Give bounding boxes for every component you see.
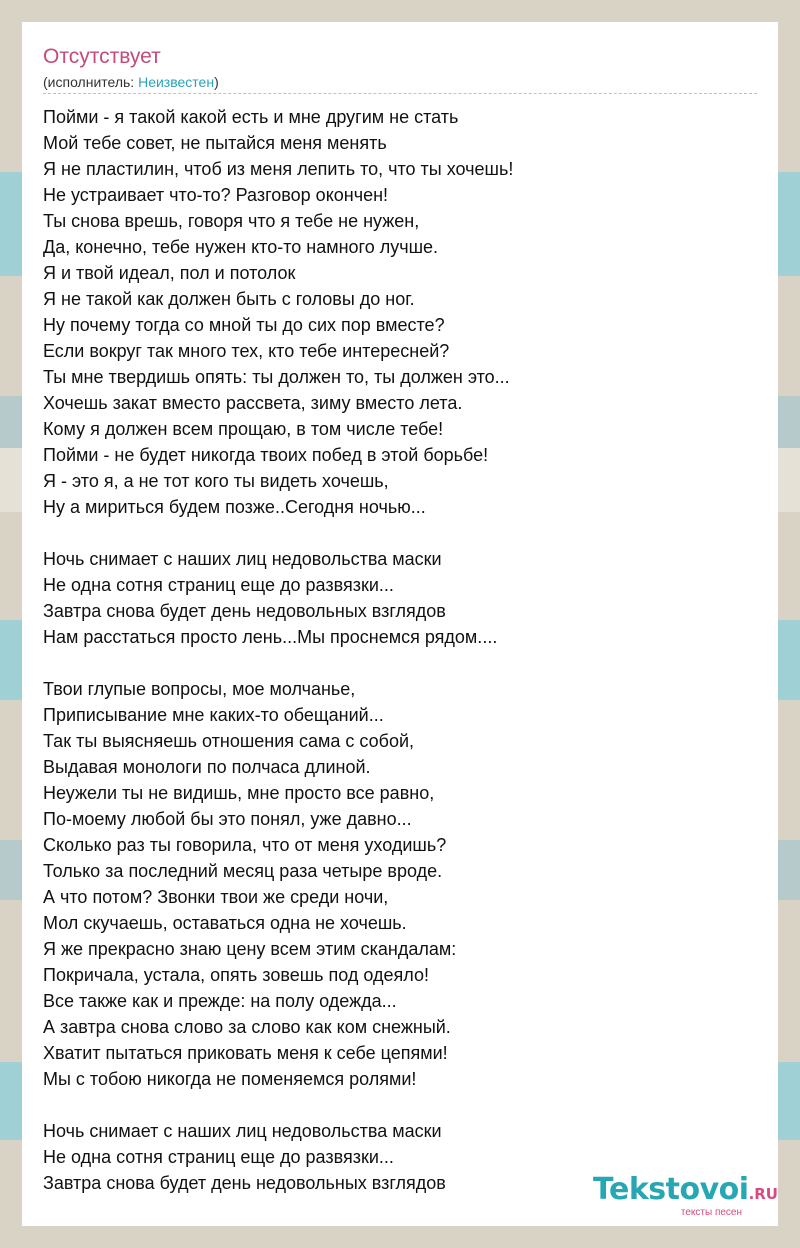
- lyric-line: Я не такой как должен быть с головы до ног.: [43, 289, 415, 309]
- lyric-line: Завтра снова будет день недовольных взглядов: [43, 601, 446, 621]
- header-divider: [43, 93, 757, 94]
- lyric-line: Кому я должен всем прощаю, в том числе тебе!: [43, 419, 444, 439]
- lyric-line: Выдавая монологи по полчаса длиной.: [43, 757, 371, 777]
- lyric-line: Не одна сотня страниц еще до развязки...: [43, 575, 394, 595]
- lyric-line: Ночь снимает с наших лиц недовольства маски: [43, 1121, 442, 1141]
- site-logo[interactable]: [593, 1174, 778, 1218]
- lyrics-card: [22, 22, 778, 1226]
- stanza-break: [43, 520, 763, 546]
- lyric-line: Я не пластилин, чтоб из меня лепить то, что ты хочешь!: [43, 159, 514, 179]
- lyric-line: Хочешь закат вместо рассвета, зиму вместо лета.: [43, 393, 463, 413]
- logo-name: Tekstovoi: [593, 1172, 749, 1207]
- lyric-line: Только за последний месяц раза четыре вроде.: [43, 861, 443, 881]
- lyric-line: Ты снова врешь, говоря что я тебе не нужен,: [43, 211, 420, 231]
- lyric-line: Так ты выясняешь отношения сама с собой,: [43, 731, 415, 751]
- lyrics-text: [43, 104, 763, 1196]
- lyric-line: Нам расстаться просто лень...Мы проснемся рядом....: [43, 627, 498, 647]
- lyric-line: Ночь снимает с наших лиц недовольства маски: [43, 549, 442, 569]
- lyric-line: Неужели ты не видишь, мне просто все равно,: [43, 783, 435, 803]
- lyric-line: Ну а мириться будем позже..Сегодня ночью...: [43, 497, 426, 517]
- logo-domain: .RU: [748, 1185, 778, 1203]
- lyric-line: Твои глупые вопросы, мое молчанье,: [43, 679, 356, 699]
- lyric-line: Мой тебе совет, не пытайся меня менять: [43, 133, 387, 153]
- lyric-line: Ты мне твердишь опять: ты должен то, ты должен это...: [43, 367, 510, 387]
- lyric-line: Пойми - не будет никогда твоих побед в этой борьбе!: [43, 445, 489, 465]
- lyric-line: Завтра снова будет день недовольных взглядов: [43, 1173, 446, 1193]
- logo-wordmark: [593, 1174, 778, 1210]
- lyric-line: По-моему любой бы это понял, уже давно...: [43, 809, 412, 829]
- lyric-line: Я же прекрасно знаю цену всем этим скандалам:: [43, 939, 457, 959]
- lyric-line: Да, конечно, тебе нужен кто-то намного лучше.: [43, 237, 439, 257]
- lyric-line: Мы с тобою никогда не поменяемся ролями!: [43, 1069, 417, 1089]
- artist-line: [43, 73, 219, 91]
- lyric-line: Все также как и прежде: на полу одежда...: [43, 991, 397, 1011]
- lyric-line: Хватит пытаться приковать меня к себе цепями!: [43, 1043, 448, 1063]
- stanza-break: [43, 1092, 763, 1118]
- song-title: Отсутствует: [43, 45, 161, 68]
- lyric-line: Приписывание мне каких-то обещаний...: [43, 705, 384, 725]
- lyric-line: Не устраивает что-то? Разговор окончен!: [43, 185, 389, 205]
- lyric-line: Пойми - я такой какой есть и мне другим не стать: [43, 107, 459, 127]
- artist-suffix: ): [214, 74, 219, 90]
- artist-prefix: (исполнитель:: [43, 74, 139, 90]
- lyric-line: А что потом? Звонки твои же среди ночи,: [43, 887, 389, 907]
- lyric-line: Ну почему тогда со мной ты до сих пор вместе?: [43, 315, 445, 335]
- stanza-break: [43, 650, 763, 676]
- logo-tagline: тексты песен: [680, 1207, 742, 1218]
- lyric-line: Сколько раз ты говорила, что от меня уходишь?: [43, 835, 447, 855]
- lyric-line: Мол скучаешь, оставаться одна не хочешь.: [43, 913, 407, 933]
- artist-link[interactable]: Неизвестен: [138, 74, 215, 90]
- lyric-line: Я - это я, а не тот кого ты видеть хочешь,: [43, 471, 389, 491]
- lyric-line: Если вокруг так много тех, кто тебе интересней?: [43, 341, 450, 361]
- lyric-line: Покричала, устала, опять зовешь под одеяло!: [43, 965, 429, 985]
- lyric-line: А завтра снова слово за слово как ком снежный.: [43, 1017, 451, 1037]
- lyric-line: Я и твой идеал, пол и потолок: [43, 263, 296, 283]
- lyric-line: Не одна сотня страниц еще до развязки...: [43, 1147, 394, 1167]
